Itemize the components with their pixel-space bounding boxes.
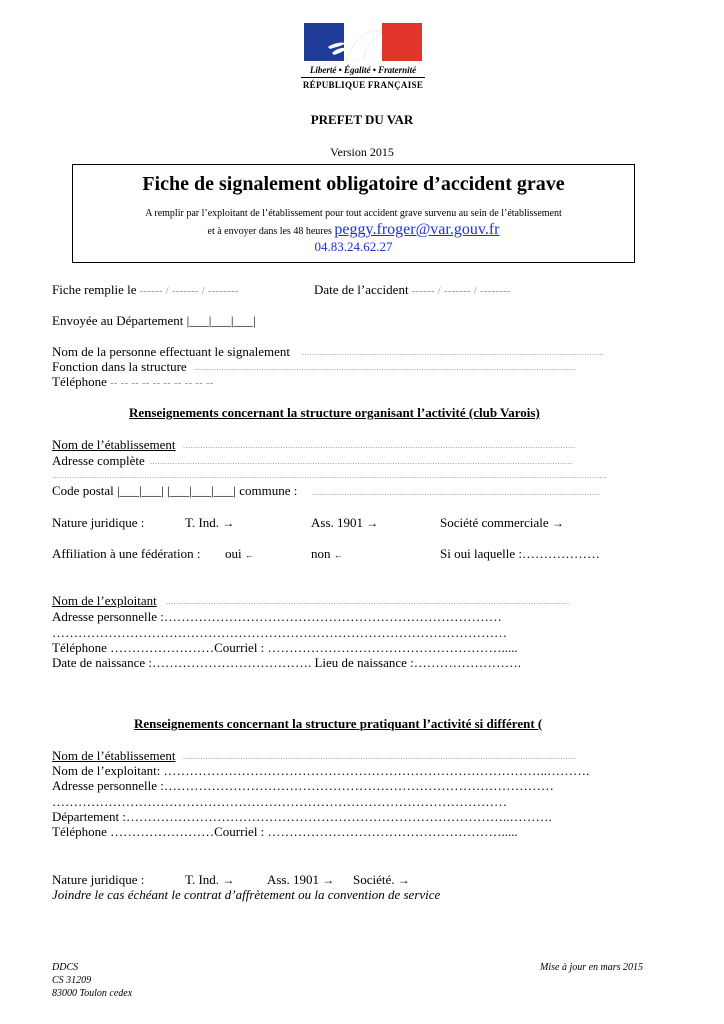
affiliation-label: Affiliation à une fédération :: [52, 546, 201, 561]
fiche-remplie-row: [52, 282, 239, 298]
option-non[interactable]: [311, 546, 343, 562]
adresse-complete-field[interactable]: .........................................................................................................................................................................: [150, 457, 573, 466]
joindre-note: Joindre le cas échéant le contrat d’affrètement ou la convention de service: [52, 887, 441, 902]
pencil-check-icon: →: [222, 873, 235, 887]
adresse-personnelle-field-2[interactable]: ……………………………………………………………………………………………: [52, 625, 507, 640]
option-societe-2[interactable]: [353, 872, 410, 888]
telephone-field[interactable]: -- -- -- -- -- -- -- -- -- --: [110, 378, 214, 389]
republic-name: RÉPUBLIQUE FRANÇAISE: [302, 80, 424, 90]
adresse-complete-field-2[interactable]: ..............................................................................................................................................................................................................................: [52, 471, 607, 480]
envoyee-boxes-field[interactable]: |___|___|___|: [186, 313, 256, 328]
adresse-complete-label: Adresse complète: [52, 453, 145, 468]
prefet-heading: PREFET DU VAR: [310, 112, 414, 127]
option-non-label: non: [311, 546, 331, 561]
motto-divider: [301, 77, 425, 78]
commune-label: commune :: [239, 483, 298, 498]
instruction-line-2-text: et à envoyer dans les 48 heures: [207, 226, 335, 237]
option-ass1901-label: Ass. 1901: [311, 515, 364, 530]
page-title: Fiche de signalement obligatoire d’accident grave: [142, 173, 565, 195]
option-ass1901-2-label: Ass. 1901: [267, 872, 320, 887]
date-accident-label: Date de l’accident: [314, 282, 409, 297]
pencil-check-icon: →: [222, 516, 235, 530]
telephone-row: [52, 374, 214, 390]
date-accident-row: [314, 282, 511, 298]
telephone-courriel-2-field[interactable]: Téléphone ……………………Courriel : ……………………………………………….....: [52, 824, 518, 839]
adresse-personnelle-2-field[interactable]: Adresse personnelle :………………………………………………………………………………: [52, 778, 554, 793]
section-pratiquant-heading: Renseignements concernant la structure pratiquant l’activité si différent (: [134, 716, 543, 731]
nom-exploitant-2-field[interactable]: Nom de l’exploitant: ……………………………………………………………………………..……….: [52, 763, 590, 778]
telephone-courriel-field[interactable]: Téléphone ……………………Courriel : ……………………………………………….....: [52, 640, 518, 655]
nom-etablissement-field[interactable]: .............................................................................................................................................................: [183, 441, 576, 450]
fiche-date-field[interactable]: ------ / ------- / --------: [139, 286, 239, 297]
nom-etablissement-2-label: Nom de l’établissement: [52, 748, 176, 763]
pencil-check-icon: →: [397, 873, 410, 887]
telephone-label: Téléphone: [52, 374, 107, 389]
option-societe-commerciale[interactable]: [440, 515, 564, 531]
pencil-check-icon: →: [551, 516, 564, 530]
instruction-line-1: A remplir par l’exploitant de l’établissement pour tout accident grave survenu au sein de l’établissement: [145, 208, 562, 219]
option-societe-2-label: Société.: [353, 872, 395, 887]
nom-exploitant-label: Nom de l’exploitant: [52, 593, 157, 608]
option-societe-label: Société commerciale: [440, 515, 549, 530]
nom-etablissement-label: Nom de l’établissement: [52, 437, 176, 452]
tricolor-flag: [304, 23, 422, 61]
option-oui-label: oui: [225, 546, 242, 561]
code-postal-row: [52, 483, 297, 499]
footer-ddcs: DDCS: [52, 962, 79, 973]
fonction-field[interactable]: .........................................................................................................................................................: [194, 363, 577, 372]
naissance-field[interactable]: Date de naissance :………………………………. Lieu de naissance :…………………….: [52, 655, 521, 670]
footer-cs: CS 31209: [52, 975, 92, 986]
marianne-logo: [301, 20, 425, 96]
si-oui-field[interactable]: Si oui laquelle :………………: [440, 546, 600, 561]
option-tind-2[interactable]: [185, 872, 234, 888]
marianne-profile-icon: [304, 23, 422, 61]
pencil-check-icon: →: [322, 873, 335, 887]
option-tind-2-label: T. Ind.: [185, 872, 220, 887]
adresse-personnelle-2-field-2[interactable]: ……………………………………………………………………………………………: [52, 794, 507, 809]
option-ass1901[interactable]: [311, 515, 378, 531]
nom-exploitant-field[interactable]: ..................................................................................................................................................................: [166, 597, 571, 606]
nom-personne-field[interactable]: .........................................................................................................................: [302, 348, 605, 357]
accident-date-field[interactable]: ------ / ------- / --------: [411, 286, 511, 297]
contact-phone: 04.83.24.62.27: [314, 239, 393, 254]
nom-personne-label: Nom de la personne effectuant le signalement: [52, 344, 291, 359]
commune-field[interactable]: ...................................................................................................................: [312, 488, 600, 497]
fiche-remplie-label: Fiche remplie le: [52, 282, 137, 297]
nature-juridique-label: Nature juridique :: [52, 515, 145, 530]
fonction-label: Fonction dans la structure: [52, 359, 187, 374]
option-oui[interactable]: [225, 546, 254, 562]
pencil-check-icon: →: [366, 516, 379, 530]
footer-city: 83000 Toulon cedex: [52, 988, 133, 999]
option-ass1901-2[interactable]: [267, 872, 334, 888]
code-postal-label: Code postal: [52, 483, 114, 498]
envoyee-label: Envoyée au Département: [52, 313, 184, 328]
nature-juridique-2-label: Nature juridique :: [52, 872, 145, 887]
section-organisant-heading: Renseignements concernant la structure organisant l’activité (club Varois): [129, 405, 540, 420]
option-tind-label: T. Ind.: [185, 515, 220, 530]
contact-email-link[interactable]: peggy.froger@var.gouv.fr: [334, 221, 500, 238]
nom-etablissement-2-field[interactable]: .............................................................................................................................................................: [183, 752, 576, 761]
code-postal-boxes[interactable]: |___|___| |___|___|___|: [117, 483, 236, 498]
option-tind[interactable]: [185, 515, 234, 531]
nom-personne-row: [52, 344, 290, 360]
departement-field[interactable]: Département :……………………………………………………………………………..……….: [52, 809, 552, 824]
version-label: Version 2015: [330, 145, 394, 159]
footer-updated: Mise à jour en mars 2015: [540, 962, 644, 973]
small-check-icon: ←: [244, 550, 254, 560]
title-box: [72, 164, 635, 263]
instruction-line-2: [73, 221, 634, 239]
small-check-icon: ←: [333, 550, 343, 560]
republic-motto: Liberté • Égalité • Fraternité: [309, 65, 417, 75]
adresse-personnelle-field[interactable]: Adresse personnelle :……………………………………………………………………: [52, 609, 502, 624]
envoyee-row: [52, 313, 256, 329]
